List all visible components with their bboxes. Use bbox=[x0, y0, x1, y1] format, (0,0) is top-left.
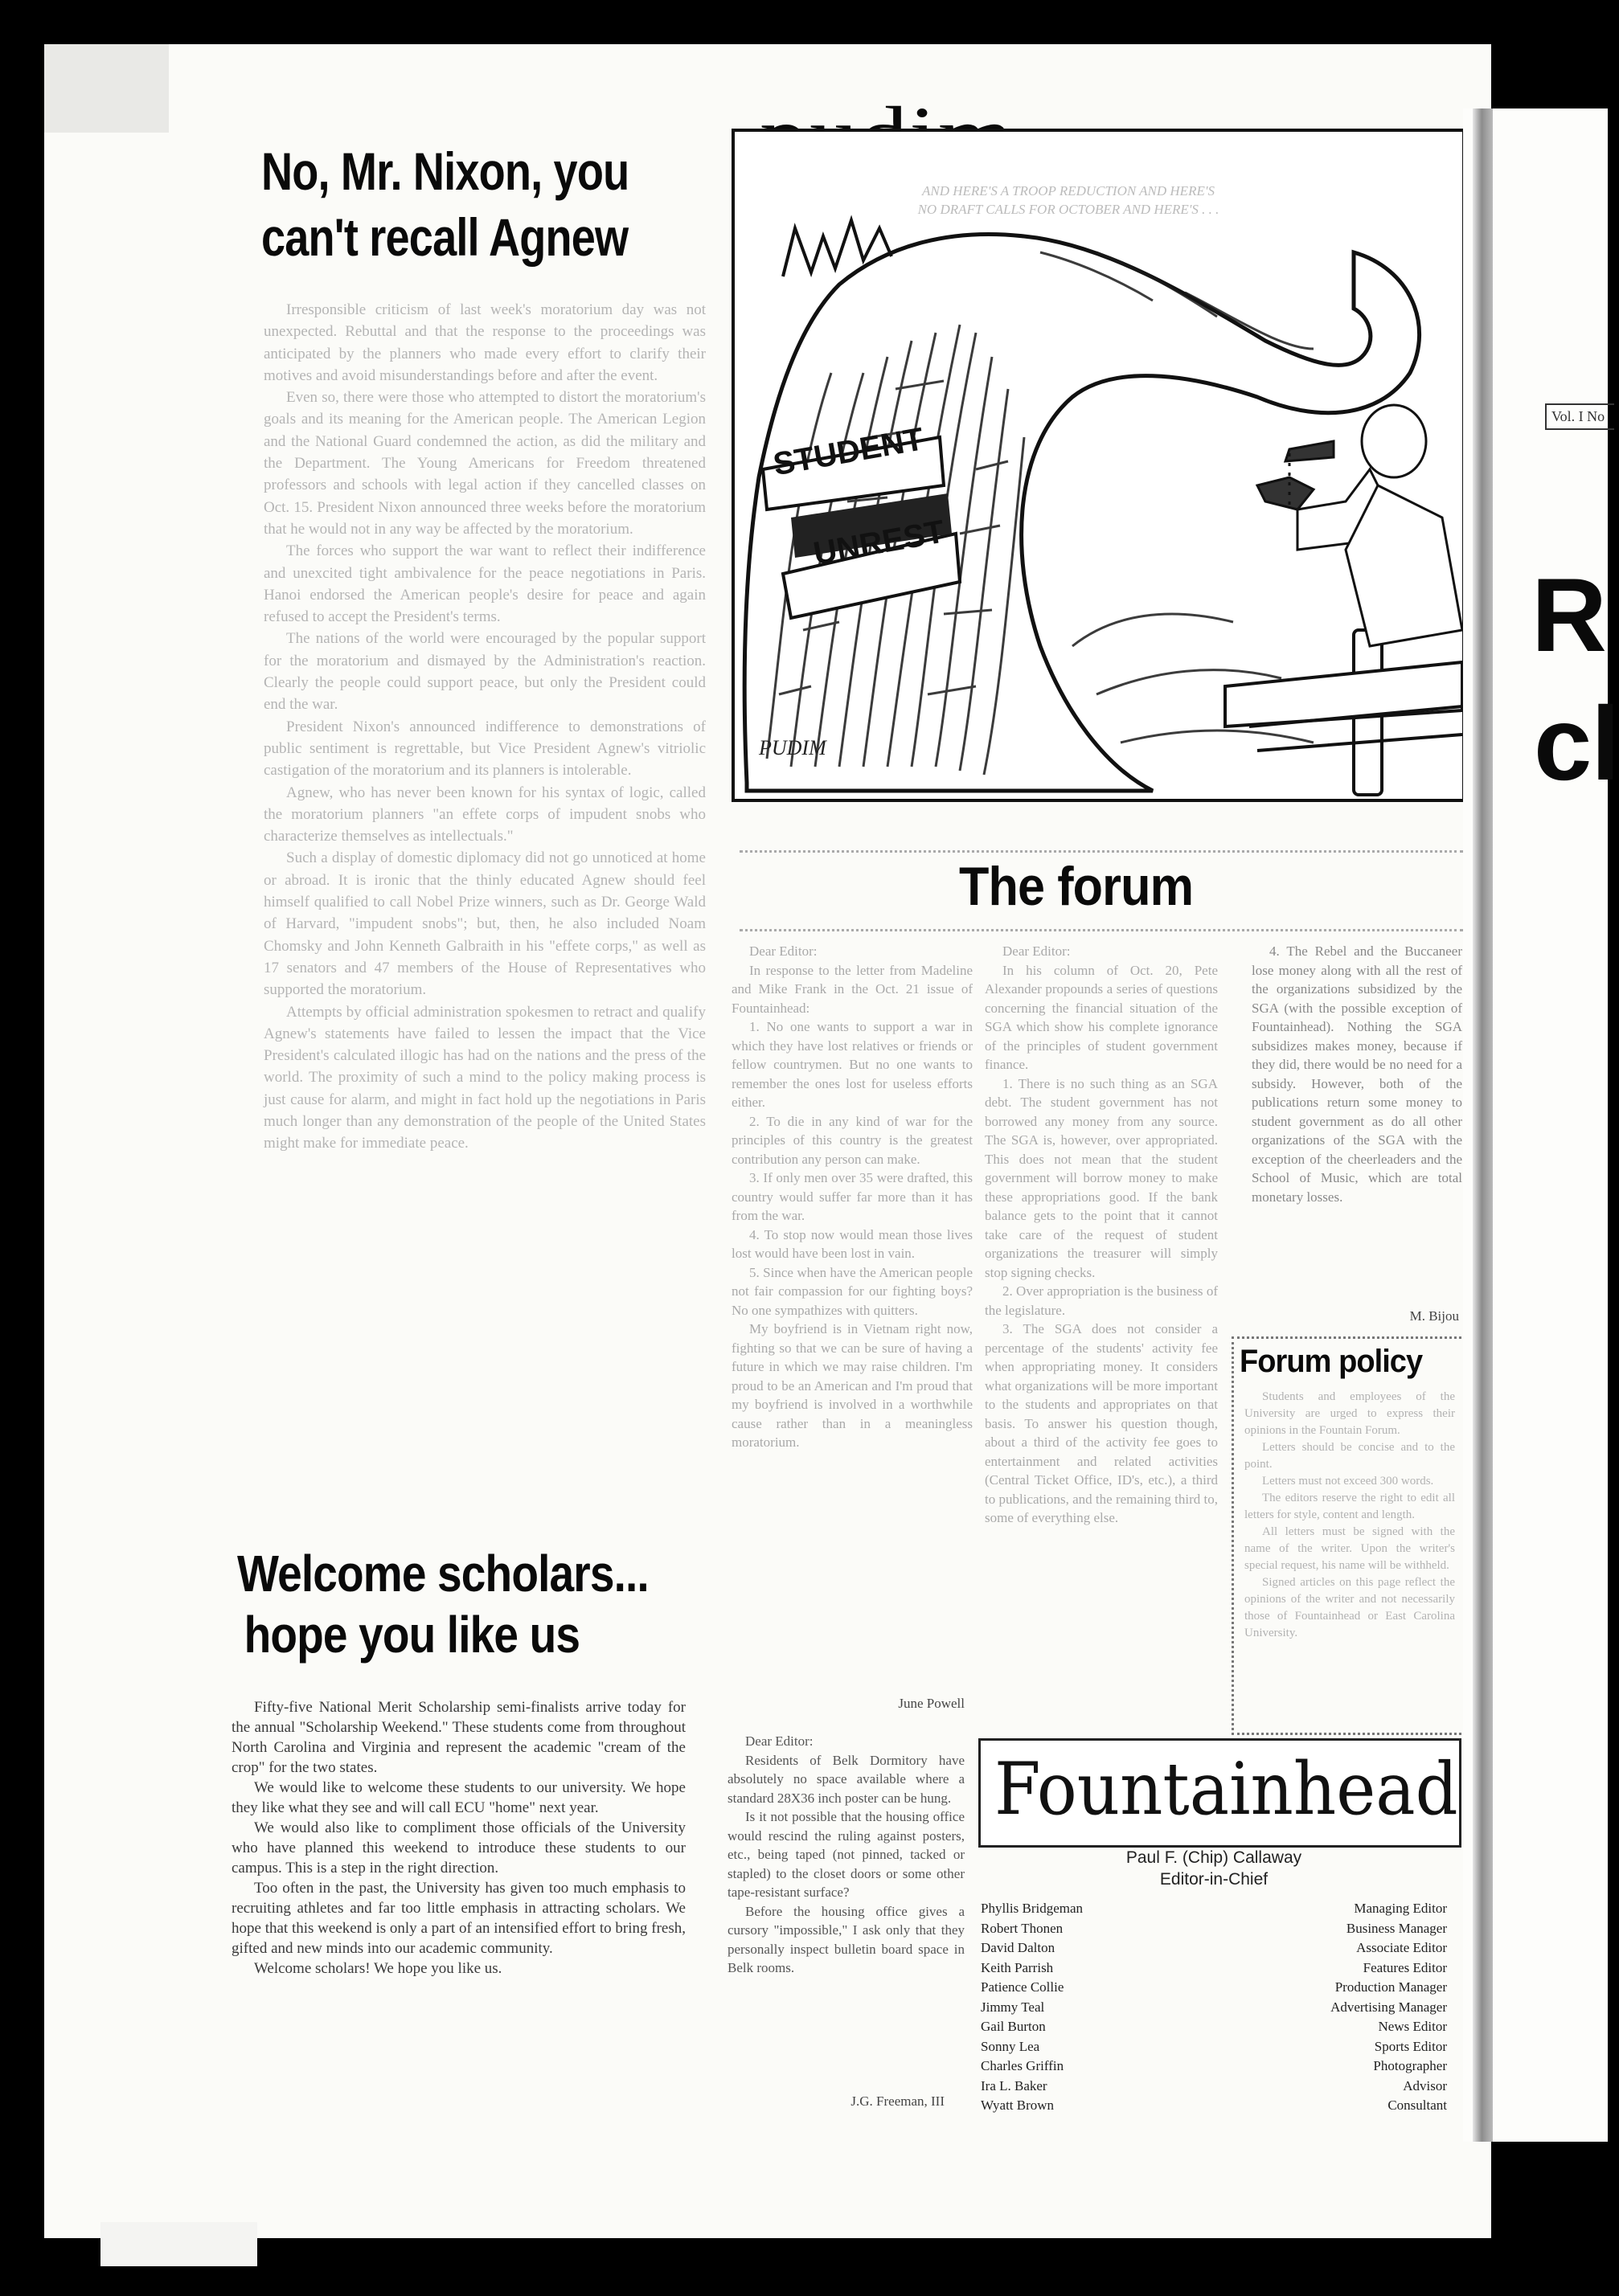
staff-row bbox=[981, 1901, 1447, 1921]
forum-letter-posters bbox=[728, 1732, 965, 1978]
staff-name: David Dalton bbox=[981, 1940, 1055, 1955]
paragraph: The editors reserve the right to edit all letters for style, content and length. bbox=[1244, 1492, 1455, 1521]
paragraph: Too often in the past, the University has given too much emphasis to recruiting athletes and far too little emphasis in attracting scholars. We hope that this weekend is only a part of an intensified effort to bring fresh, gifted and new minds into our academic community. bbox=[232, 1880, 686, 1957]
headline-agnew-line2: can't recall Agnew bbox=[261, 207, 629, 267]
paragraph: President Nixon's announced indifference to demonstrations of public sentiment is regrettable, but Vice President Agnew's vitriolic castigation of the moratorium and its planners is intolerable. bbox=[264, 718, 706, 780]
paragraph: Students and employees of the University are urged to express their opinions in the Fountain Forum. bbox=[1244, 1390, 1455, 1437]
adjacent-vol-label: Vol. I No bbox=[1545, 403, 1614, 430]
forum-title: The forum bbox=[959, 856, 1194, 917]
staff-row bbox=[981, 2078, 1447, 2098]
staff-role: Production Manager bbox=[1334, 1979, 1447, 1995]
staff-row bbox=[981, 2019, 1447, 2039]
paragraph: Attempts by official administration spokesmen to retract and qualify Agnew's statements have failed to lessen the impact that the Vice President's calculated illogic has had on the nations and the press of the world. The proximity of such a mind to the policy making process is just cause for alarm, and might in fact hold up the negotiations in Paris much longer than any demonstration of the people of the United States might make for immediate peace. bbox=[264, 1003, 706, 1152]
paragraph: My boyfriend is in Vietnam right now, fighting so that we can be sure of having a future in which we may raise children. I'm proud to be an American and I'm proud that my boyfriend is involved in a worthwhile cause rather than in a meaningless moratorium. bbox=[732, 1321, 973, 1450]
staff-name: Charles Griffin bbox=[981, 2058, 1064, 2073]
paragraph: We would like to welcome these students to our university. We hope they like what they see and will call ECU "home" next year. bbox=[232, 1779, 686, 1816]
adjacent-headline-1: R bbox=[1531, 556, 1606, 673]
wave-label-student: STUDENT bbox=[770, 421, 927, 483]
cartoon-artist: PUDIM bbox=[759, 736, 826, 759]
staff-row bbox=[981, 2058, 1447, 2078]
forum-signature-freeman: J.G. Freeman, III bbox=[850, 2093, 945, 2109]
forum-letter-war bbox=[732, 942, 973, 1452]
staff-role: Advertising Manager bbox=[1330, 1999, 1447, 2015]
staff-name: Phyllis Bridgeman bbox=[981, 1901, 1084, 1916]
staff-name: Wyatt Brown bbox=[981, 2098, 1055, 2113]
paragraph: 4. To stop now would mean those lives lost would have been lost in vain. bbox=[732, 1226, 973, 1261]
staff-row bbox=[981, 2098, 1447, 2118]
paragraph: Letters must not exceed 300 words. bbox=[1262, 1475, 1434, 1488]
staff-role: Managing Editor bbox=[1354, 1901, 1447, 1916]
paragraph: Welcome scholars! We hope you like us. bbox=[254, 1960, 502, 1977]
staff-row bbox=[981, 2039, 1447, 2059]
paragraph: Such a display of domestic diplomacy did not go unnoticed at home or abroad. It is ironic that the thinly educated Agnew should feel himself qualified to call Nobel Prize winners, such as Dr. George Wald of Harvard, "impudent snobs"; but, then, he also included Noam Chomsky and John Kenneth Galbraith in his "effete corps," as well as 17 senators and 47 members of the House of Representatives who supported the moratorium. bbox=[264, 849, 706, 999]
page-corner bbox=[44, 44, 169, 133]
paragraph: Letters should be concise and to the point. bbox=[1244, 1441, 1455, 1471]
staff-row bbox=[981, 1921, 1447, 1941]
paragraph: Before the housing office gives a cursory "impossible," I ask only that they personally inspect bulletin board space in Belk rooms. bbox=[728, 1903, 965, 1975]
paragraph: Fifty-five National Merit Scholarship semi-finalists arrive today for the annual "Scholarship Weekend." These students come from throughout North Carolina and Virginia and represent the academic "cream of the crop" for the two states. bbox=[232, 1699, 686, 1776]
staff-name: Robert Thonen bbox=[981, 1920, 1064, 1936]
staff-role: Sports Editor bbox=[1374, 2038, 1447, 2054]
staff-row bbox=[981, 1940, 1447, 1960]
paragraph: Dear Editor: bbox=[749, 943, 818, 959]
page-binding bbox=[1473, 108, 1493, 2142]
staff-name: Jimmy Teal bbox=[981, 1999, 1045, 2015]
paragraph: 3. If only men over 35 were drafted, this country would suffer far more than it has from the war. bbox=[732, 1170, 973, 1223]
editorial-cartoon bbox=[732, 129, 1465, 802]
headline-agnew bbox=[261, 138, 630, 270]
page-bottom-edge bbox=[100, 2222, 257, 2266]
editorial-agnew bbox=[264, 299, 706, 1155]
staff-name: Gail Burton bbox=[981, 2019, 1046, 2034]
staff-name: Sonny Lea bbox=[981, 2038, 1040, 2054]
staff-role: Consultant bbox=[1387, 2098, 1447, 2113]
staff-role: Features Editor bbox=[1363, 1959, 1447, 1975]
paragraph: 5. Since when have the American people not fair compassion for our fighting boys? No one sympathizes with quitters. bbox=[732, 1264, 973, 1318]
forum-signature-powell: June Powell bbox=[898, 1696, 965, 1711]
cartoon-caption-line1: AND HERE'S A TROOP REDUCTION AND HERE'S bbox=[922, 183, 1215, 198]
staff-role: News Editor bbox=[1378, 2019, 1447, 2034]
paragraph: 2. To die in any kind of war for the principles of this country is the greatest contribution any person can make. bbox=[732, 1113, 973, 1167]
forum-letter-sga bbox=[985, 942, 1218, 1528]
paragraph: Signed articles on this page reflect the opinions of the writer and not necessarily those of Fountainhead or East Carolina University. bbox=[1244, 1576, 1455, 1639]
staff-role: Business Manager bbox=[1346, 1920, 1447, 1936]
paragraph: Is it not possible that the housing office would rescind the ruling against posters, etc., being taped (not pinned, tacked or stapled) to the closet doors or some other tape-resistant surface? bbox=[728, 1809, 965, 1900]
staff-row bbox=[981, 1999, 1447, 2020]
masthead-editor-title: Editor-in-Chief bbox=[1159, 1870, 1269, 1889]
editorial-scholars bbox=[232, 1697, 686, 1979]
paragraph: Agnew, who has never been known for his syntax of logic, called the moratorium planners "an effete corps of impudent snobs who characterize themselves as intellectuals." bbox=[264, 784, 706, 845]
paragraph: We would also like to compliment those officials of the University who have planned this weekend to introduce these students to our campus. This is a step in the right direction. bbox=[232, 1819, 686, 1876]
headline-agnew-line1: No, Mr. Nixon, you bbox=[261, 141, 629, 201]
headline-scholars-line2: hope you like us bbox=[244, 1606, 580, 1664]
wave-label-unrest: UNREST bbox=[810, 514, 948, 572]
cartoon-caption-line2: NO DRAFT CALLS FOR OCTOBER AND HERE'S . . . bbox=[917, 202, 1219, 217]
adjacent-headline-2: cl bbox=[1534, 685, 1619, 802]
masthead-name: Fountainhead bbox=[994, 1747, 1458, 1831]
staff-row bbox=[981, 1979, 1447, 1999]
paragraph: Dear Editor: bbox=[1002, 943, 1071, 959]
forum-signature-bijou: M. Bijou bbox=[1409, 1308, 1459, 1324]
paragraph: 4. The Rebel and the Buccaneer lose money along with all the rest of the organizations subsidized by the SGA (with the possible exception of Fountainhead). Nothing the SGA subsidizes makes money, because if they did, there would be no need for a subsidy. However, both of the publications return some money to student government as do all other organizations of the SGA with the exception of the cheerleaders and the School of Music, which are total monetary losses. bbox=[1252, 943, 1462, 1205]
paragraph: In response to the letter from Madeline and Mike Frank in the Oct. 21 issue of Fountainhead: bbox=[732, 962, 973, 1016]
staff-name: Patience Collie bbox=[981, 1979, 1064, 1995]
paragraph: Even so, there were those who attempted to distort the moratorium's goals and its meaning for the American people. The American Legion and the National Guard condemned the action, as did the military and the Department. The Young Americans for Freedom threatened professors and schools with legal action if they cancelled classes on Oct. 15. President Nixon announced three weeks before the moratorium that he would not in any way be affected by the moratorium. bbox=[264, 389, 706, 538]
paragraph: 1. No one wants to support a war in which they have lost relatives or friends or fellow countrymen. But no one wants to remember the ones lost for useless efforts either. bbox=[732, 1019, 973, 1110]
staff-role: Photographer bbox=[1373, 2058, 1447, 2073]
paragraph: 3. The SGA does not consider a percentage of the students' activity fee when appropriating money. It considers what organizations will be more important to the students and appropriates on that basis. To answer his question though, about a third of the activity fee goes to entertainment and related activities (Central Ticket Office, ID's, etc.), a third to publications, and the remaining third to, some of everything else. bbox=[985, 1321, 1218, 1525]
staff-name: Ira L. Baker bbox=[981, 2077, 1047, 2093]
paragraph: 2. Over appropriation is the business of the legislature. bbox=[985, 1283, 1218, 1318]
headline-scholars-line1: Welcome scholars... bbox=[237, 1545, 649, 1602]
forum-letter-sga-cont bbox=[1252, 942, 1462, 1206]
paragraph: Irresponsible criticism of last week's moratorium day was not unexpected. Rebuttal and that the response to the proceedings was anticipated by the planners who made every effort to clarify their motives and avoid misunderstandings before and after the event. bbox=[264, 301, 706, 384]
forum-policy-title: Forum policy bbox=[1240, 1344, 1423, 1379]
staff-row bbox=[981, 1960, 1447, 1980]
paragraph: 1. There is no such thing as an SGA debt. The student government has not borrowed any money from any source. The SGA is, however, over appropriated. This does not mean that the student government will borrow money to make these appropriations good. If the bank balance gets to the point that it cannot take care of the request of student organizations the treasurer will simply stop signing checks. bbox=[985, 1075, 1218, 1280]
paragraph: Dear Editor: bbox=[745, 1733, 814, 1749]
staff-role: Associate Editor bbox=[1356, 1940, 1447, 1955]
headline-scholars bbox=[237, 1543, 679, 1665]
paragraph: All letters must be signed with the name of the writer. Upon the writer's special request, his name will be withheld. bbox=[1244, 1525, 1455, 1572]
staff-role: Advisor bbox=[1403, 2077, 1447, 2093]
paragraph: The nations of the world were encouraged by the popular support for the moratorium and dismayed by the Administration's reaction. Clearly the people could support peace, but only the President could end the war. bbox=[264, 630, 706, 714]
paragraph: The forces who support the war want to reflect their indifference and unexcited tight ambivalence for the peace negotiations in Paris. Hanoi endorsed the American people's desire for peace and again refused to accept the President's terms. bbox=[264, 542, 706, 626]
paragraph: Residents of Belk Dormitory have absolutely no space available where a standard 28X36 inch poster can be hung. bbox=[728, 1752, 965, 1806]
forum-policy-text bbox=[1244, 1389, 1455, 1642]
paragraph: In his column of Oct. 20, Pete Alexander propounds a series of questions concerning the financial situation of the SGA which show his complete ignorance of the principles of student government finance. bbox=[985, 962, 1218, 1072]
masthead-editor: Paul F. (Chip) Callaway bbox=[1125, 1848, 1302, 1867]
staff-name: Keith Parrish bbox=[981, 1959, 1054, 1975]
